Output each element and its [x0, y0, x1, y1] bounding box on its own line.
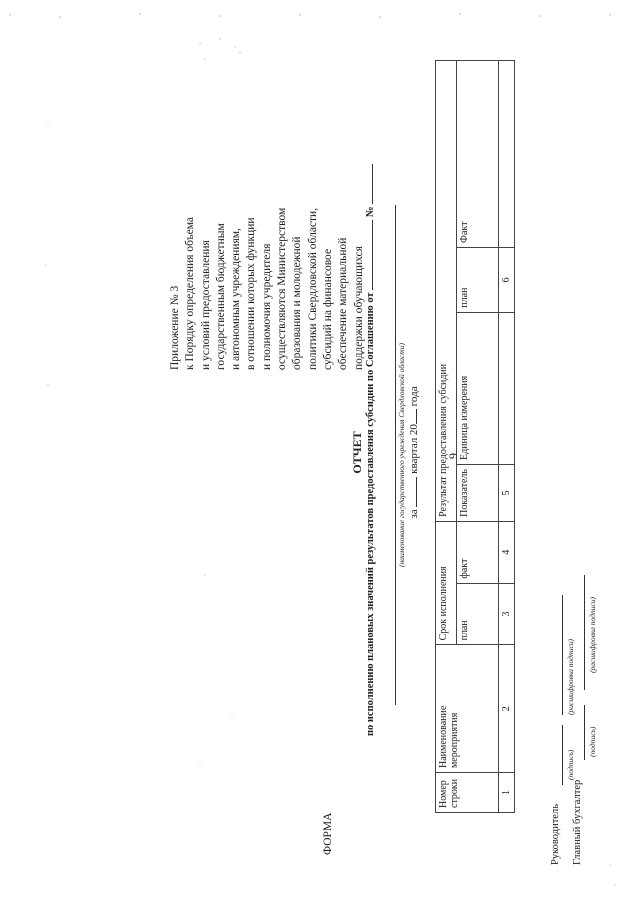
institution-hint: (наименование государственного учреждения Свердловской области) [397, 343, 406, 567]
quarter-blank [416, 477, 417, 507]
header-fact: факт [457, 521, 499, 583]
header-result-fact: Факт [457, 61, 499, 248]
agreement-date-blank [372, 220, 373, 290]
head-decoding-line [562, 595, 563, 715]
year-blank [416, 409, 417, 424]
accountant-signature-hint: (подпись) [588, 726, 597, 757]
report-subtitle-text: по исполнению плановых значений результатов предоставления субсидии по Соглашению от [365, 292, 376, 737]
form-label: ФОРМА [322, 812, 334, 855]
table-cell [499, 61, 515, 248]
header-event-name: Наименование мероприятия [436, 645, 499, 773]
report-period [408, 0, 420, 905]
table-header-row [436, 61, 457, 813]
accountant-decoding-hint: (расшифровка подписи) [588, 596, 597, 673]
institution-line [395, 205, 396, 705]
table-cell: 5 [499, 465, 515, 522]
table-cell: 6 [499, 247, 515, 312]
header-indicator: Показатель [457, 465, 499, 522]
accountant-label: Главный бухгалтер [572, 779, 583, 865]
appendix-line: субсидий на финансовое [321, 248, 334, 370]
period-kvartal: квартал 20 [408, 424, 420, 474]
report-table [435, 60, 515, 813]
appendix-line: в отношении которых функции [245, 217, 258, 370]
period-goda: года [408, 386, 420, 407]
header-result: Результат предоставления субсидии [436, 61, 457, 522]
appendix-line: образования и молодежной [291, 236, 304, 370]
header-result-plan: план [457, 247, 499, 312]
agreement-number-blank [372, 164, 373, 204]
appendix-line: осуществляются Министерством [276, 207, 289, 370]
report-title: ОТЧЕТ [350, 431, 364, 474]
head-decoding-hint: (расшифровка подписи) [566, 638, 575, 715]
table-cell [499, 312, 515, 464]
header-unit: Единица измерения [457, 312, 499, 464]
table-cell: 3 [499, 583, 515, 645]
table-cell: 4 [499, 521, 515, 583]
table-cell: 1 [499, 773, 515, 813]
appendix-block [168, 40, 367, 370]
head-signature-line [562, 725, 563, 785]
appendix-line: и полномочия учредителя [260, 243, 273, 370]
appendix-line: политики Свердловской области, [306, 207, 319, 370]
number-sign: № [365, 206, 376, 218]
appendix-line: поддержки обучающихся [352, 246, 365, 370]
appendix-line: и условий предоставления [199, 240, 212, 370]
appendix-line: государственным бюджетным [214, 223, 227, 370]
appendix-line: обеспечение материальной [337, 237, 350, 370]
head-signature-hint: (подпись) [566, 749, 575, 780]
appendix-line: Приложение № 3 [169, 285, 181, 370]
table-cell: 2 [499, 645, 515, 773]
appendix-line: и автономным учреждениям, [230, 228, 243, 370]
header-plan: план [457, 583, 499, 645]
head-label: Руководитель [550, 804, 561, 865]
report-subtitle [365, 35, 376, 865]
appendix-line: к Порядку определения объема [184, 216, 197, 370]
header-row-number: Номер строки [436, 773, 499, 813]
header-deadline: Срок исполнения [436, 521, 457, 645]
accountant-decoding-line [584, 575, 585, 690]
period-za: за [408, 509, 420, 519]
page-number: 9 [446, 453, 460, 459]
accountant-signature-line [584, 705, 585, 760]
table-numbering-row [499, 61, 515, 813]
